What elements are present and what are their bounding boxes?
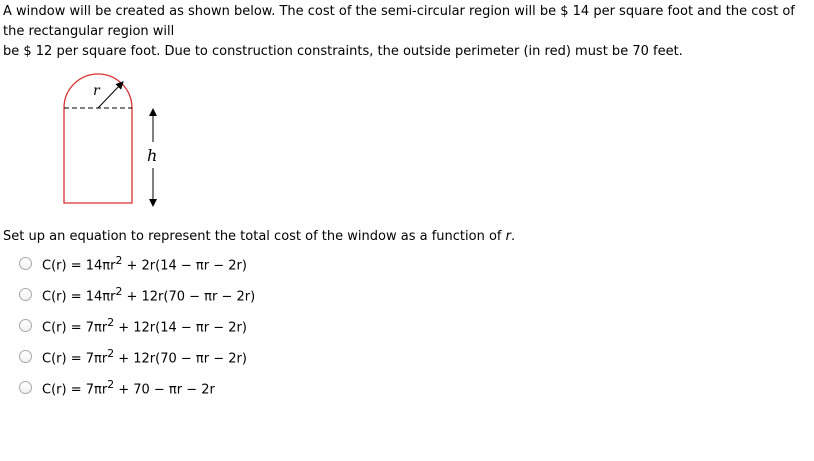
answer-options (19, 248, 255, 403)
height-label: h (147, 146, 158, 165)
option-label: $C(r) = 14\pi r^2 + 12r(70 - \pi r - 2r)$ (42, 284, 256, 305)
answer-option-5[interactable] (19, 372, 255, 403)
option-label: $C(r) = 14\pi r^2 + 2r(14 - \pi r - 2r)$ (42, 253, 247, 274)
option-label: $C(r) = 7\pi r^2 + 12r(14 - \pi r - 2r)$ (42, 315, 247, 336)
problem-line-2: the rectangular region will (3, 24, 175, 39)
question-prompt (3, 228, 515, 246)
radio-button[interactable] (19, 350, 32, 363)
option-label: $C(r) = 7\pi r^2 + 12r(70 - \pi r - 2r)$ (42, 346, 247, 367)
answer-option-1[interactable] (19, 248, 255, 279)
question-prefix: Set up an equation to represent the total cost of the window as a function of (3, 229, 506, 244)
radius-label: r (93, 83, 100, 99)
option-label: $C(r) = 7\pi r^2 + 70 - \pi r - 2r$ (42, 377, 215, 398)
radio-button[interactable] (19, 381, 32, 394)
radio-button[interactable] (19, 288, 32, 301)
radio-button[interactable] (19, 319, 32, 332)
answer-option-3[interactable] (19, 310, 255, 341)
problem-statement (3, 2, 811, 62)
answer-option-4[interactable] (19, 341, 255, 372)
window-figure (55, 70, 175, 210)
radio-button[interactable] (19, 257, 32, 270)
problem-line-3: be $ 12 per square foot. Due to construction constraints, the outside perimeter (in red) must be 70 feet. (3, 44, 683, 59)
answer-option-2[interactable] (19, 279, 255, 310)
question-suffix: . (510, 229, 516, 244)
question-variable: r (505, 229, 511, 244)
problem-line-1: A window will be created as shown below. The cost of the semi-circular region will be $ 14 per square foot and the cost of (3, 4, 795, 19)
radius-arrow (98, 84, 121, 108)
